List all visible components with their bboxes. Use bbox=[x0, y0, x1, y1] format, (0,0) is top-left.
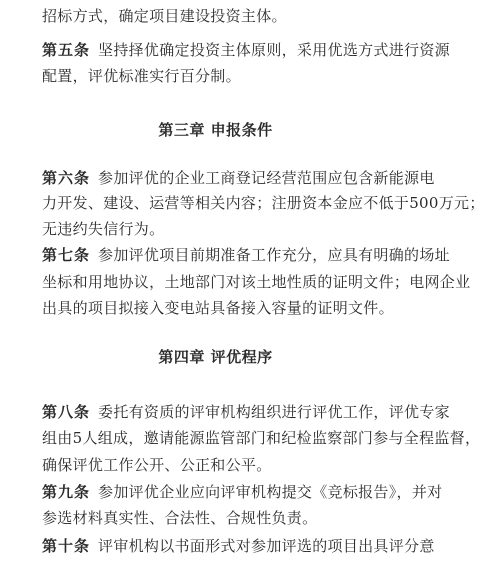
text-line: 坐标和用地协议，土地部门对该土地性质的证明文件；电网企业 bbox=[42, 273, 471, 291]
text-line: 力开发、建设、运营等相关内容；注册资本金应不低于500万元； bbox=[42, 194, 485, 212]
chapter-heading: 第三章 申报条件 bbox=[158, 121, 273, 139]
article-label: 第十条 bbox=[42, 537, 91, 555]
chapter-heading: 第四章 评优程序 bbox=[158, 348, 273, 366]
text-line: 参选材料真实性、合法性、合规性负责。 bbox=[42, 509, 318, 527]
article-6: 第六条 参加评优的企业工商登记经营范围应包含新能源电 bbox=[42, 169, 435, 187]
article-8: 第八条 委托有资质的评审机构组织进行评优工作，评优专家 bbox=[42, 403, 450, 421]
text-line: 组由5人组成，邀请能源监管部门和纪检监察部门参与全程监督， bbox=[42, 429, 481, 447]
article-label: 第八条 bbox=[42, 403, 91, 421]
article-5: 第五条 坚持择优确定投资主体原则，采用优选方式进行资源 bbox=[42, 41, 450, 59]
text-line: 出具的项目拟接入变电站具备接入容量的证明文件。 bbox=[42, 299, 394, 317]
article-9: 第九条 参加评优企业应向评审机构提交《竞标报告》，并对 bbox=[42, 483, 443, 501]
text-line: 确保评优工作公开、公正和公平。 bbox=[42, 456, 272, 474]
text-line: 配置，评优标准实行百分制。 bbox=[42, 67, 241, 85]
text-line: 无违约失信行为。 bbox=[42, 220, 165, 238]
article-label: 第七条 bbox=[42, 246, 91, 264]
text-line: 招标方式，确定项目建设投资主体。 bbox=[42, 7, 287, 25]
article-label: 第五条 bbox=[42, 41, 91, 59]
article-label: 第六条 bbox=[42, 169, 91, 187]
article-label: 第九条 bbox=[42, 483, 91, 501]
article-7: 第七条 参加评优项目前期准备工作充分，应具有明确的场址 bbox=[42, 246, 450, 264]
article-10: 第十条 评审机构以书面形式对参加评选的项目出具评分意 bbox=[42, 537, 435, 555]
